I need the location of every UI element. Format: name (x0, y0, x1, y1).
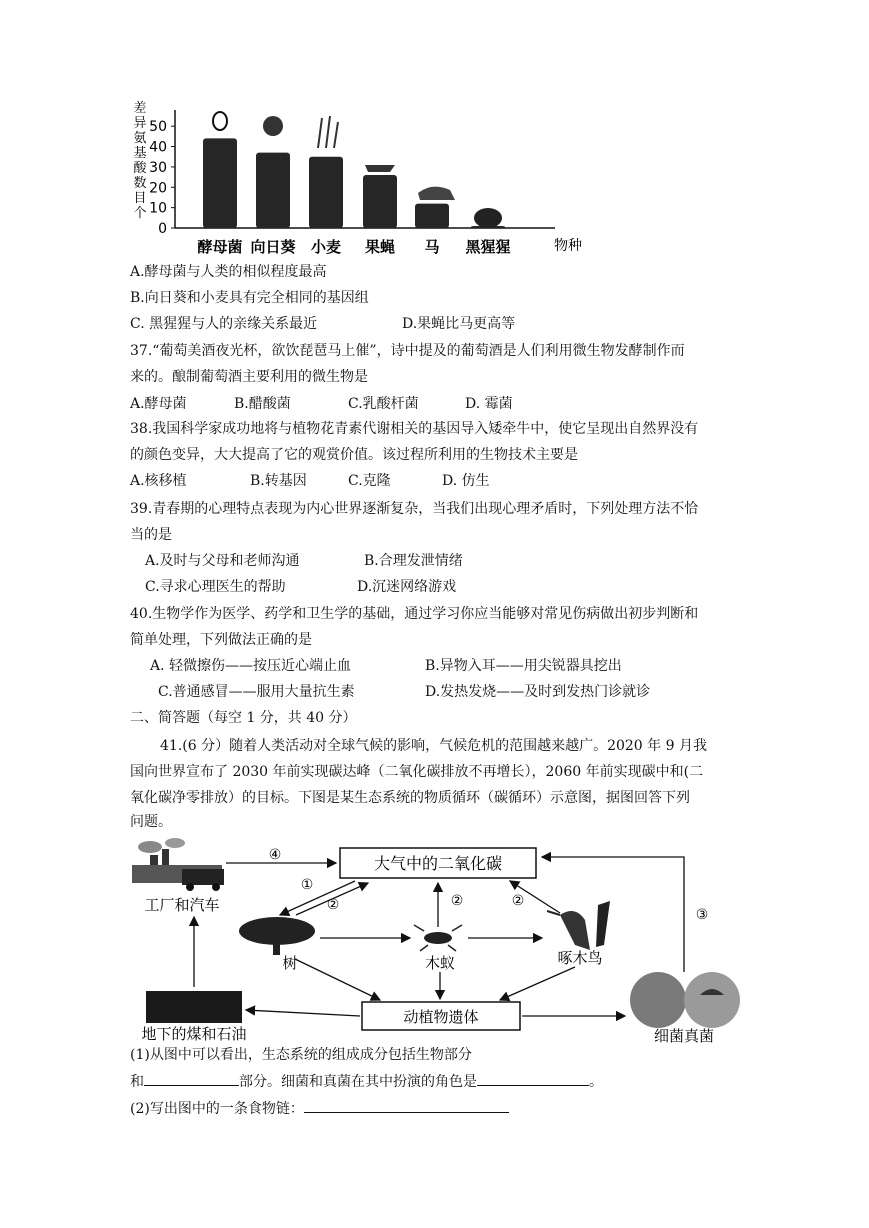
q36-option-d: D.果蝇比马更高等 (402, 316, 516, 332)
y-axis-label: 差异氨基酸数目个 (133, 101, 147, 221)
tree-label: 树 (282, 954, 298, 972)
q40-option-a: A. 轻微擦伤——按压近心端止血 (150, 658, 352, 674)
q37-option-a: A.酵母菌 (130, 396, 187, 412)
label-2-beetle: ② (450, 893, 464, 909)
fruitfly-icon (365, 165, 395, 172)
remains-label: 动植物遗体 (403, 1008, 479, 1026)
q39-stem-line1: 39.青春期的心理特点表现为内心世界逐渐复杂，当我们出现心理矛盾时，下列处理方法不恰 (130, 501, 699, 517)
sunflower-icon (263, 116, 283, 136)
amino-acid-bar-chart (0, 0, 869, 270)
label-1: ① (300, 877, 314, 893)
q41-stem-line1: 41.(6 分）随着人类活动对全球气候的影响，气候危机的范围越来越广。2020 年 9 月我 (160, 738, 707, 754)
label-4: ④ (268, 847, 282, 863)
q39-option-d: D.沉迷网络游戏 (357, 579, 457, 595)
q40-option-b: B.异物入耳——用尖锐器具挖出 (425, 658, 622, 674)
q41-sub2-label: (2)写出图中的一条食物链： (130, 1101, 304, 1117)
microbes-label: 细菌真菌 (653, 1027, 715, 1045)
x-axis-label: 物种 (554, 238, 582, 254)
q36-option-a: A.酵母菌与人类的相似程度最高 (130, 264, 327, 280)
q40-stem-line1: 40.生物学作为医学、药学和卫生学的基础，通过学习你应当能够对常见伤病做出初步判断和 (130, 606, 699, 622)
q41-sub1-middle: 部分。细菌和真菌在其中扮演的角色是 (239, 1074, 477, 1090)
beetle-label: 木蚁 (424, 954, 456, 972)
q41-sub1-line2 (130, 1071, 603, 1092)
bar-4 (415, 204, 449, 228)
q37-option-c: C.乳酸杆菌 (348, 396, 419, 412)
horse-icon (418, 187, 455, 200)
q41-sub2-line (130, 1098, 509, 1119)
y-tick-label: 40 (149, 139, 167, 156)
q40-option-c: C.普通感冒——服用大量抗生素 (158, 684, 355, 700)
category-label: 小麦 (310, 238, 342, 256)
q41-stem-line4: 问题。 (130, 814, 172, 830)
q39-option-a: A.及时与父母和老师沟通 (145, 553, 300, 569)
y-tick-label: 50 (149, 119, 167, 136)
q38-stem-line1: 38.我国科学家成功地将与植物花青素代谢相关的基因导入矮牵牛中，使它呈现出自然界没有 (130, 421, 699, 437)
q41-sub1-prefix: 和 (130, 1074, 144, 1090)
q41-sub1-end: 。 (589, 1074, 603, 1090)
woodpecker-icon (547, 901, 610, 950)
q37-stem-line1: 37.“葡萄美酒夜光杯，欲饮琵琶马上催”，诗中提及的葡萄酒是人们利用微生物发酵制作而 (130, 343, 685, 359)
label-2-bird: ② (511, 893, 525, 909)
y-tick-label: 0 (158, 221, 167, 237)
category-label: 果蝇 (364, 238, 396, 256)
bar-0 (203, 138, 237, 228)
y-tick-label: 30 (149, 159, 167, 176)
wheat-icon (318, 116, 338, 148)
q39-option-b: B.合理发泄情绪 (364, 553, 463, 569)
coal-oil-icon (146, 991, 242, 1023)
q41-sub1-line1: (1)从图中可以看出，生态系统的组成成分包括生物部分 (130, 1047, 472, 1063)
arrow-tree-to-remains (295, 959, 380, 1000)
answer-blank-role[interactable] (477, 1071, 589, 1086)
label-3: ③ (695, 907, 709, 923)
atmosphere-label: 大气中的二氧化碳 (373, 854, 503, 873)
factory-label: 工厂和汽车 (144, 896, 220, 914)
bar-3 (363, 175, 397, 228)
q40-stem-line2: 简单处理，下列做法正确的是 (130, 632, 312, 648)
arrow-bird-to-remains (500, 967, 575, 1000)
q38-stem-line2: 的颜色变异，大大提高了它的观赏价值。该过程所利用的生物技术主要是 (130, 447, 578, 463)
q38-option-d: D. 仿生 (442, 473, 490, 489)
category-label: 黑猩猩 (465, 238, 511, 256)
q41-stem-line2: 国向世界宣布了 2030 年前实现碳达峰（二氧化碳排放不再增长），2060 年前实现碳中和(二 (130, 764, 704, 780)
y-tick-label: 20 (149, 180, 167, 197)
answer-blank-abiotic[interactable] (144, 1071, 239, 1086)
q39-option-c: C.寻求心理医生的帮助 (145, 579, 286, 595)
arrow-remains-to-coal (246, 1010, 360, 1016)
label-2-tree: ② (326, 897, 340, 913)
answer-blank-food-chain[interactable] (304, 1098, 509, 1113)
woodpecker-label: 啄木鸟 (557, 949, 603, 967)
q37-option-b: B.醋酸菌 (234, 396, 291, 412)
tree-icon (239, 917, 315, 955)
beetle-icon (414, 925, 462, 951)
q38-option-c: C.克隆 (348, 473, 391, 489)
q37-stem-line2: 来的。酿制葡萄酒主要利用的微生物是 (130, 369, 368, 385)
bar-2 (309, 157, 343, 228)
category-label: 酵母菌 (197, 238, 243, 256)
carbon-cycle-diagram (0, 835, 869, 1045)
category-label: 马 (424, 238, 440, 256)
section2-heading: 二、简答题（每空 1 分，共 40 分） (130, 710, 357, 726)
q36-option-c: C. 黑猩猩与人的亲缘关系最近 (130, 316, 318, 332)
q41-stem-line3: 氧化碳净零排放）的目标。下图是某生态系统的物质循环（碳循环）示意图，据图回答下列 (130, 790, 690, 806)
q39-stem-line2: 当的是 (130, 527, 172, 543)
microbes-icon (630, 972, 740, 1028)
bar-1 (256, 153, 290, 228)
factory-icon (132, 838, 224, 891)
q38-option-b: B.转基因 (250, 473, 307, 489)
q40-option-d: D.发热发烧——及时到发热门诊就诊 (425, 684, 651, 700)
arrow-atmosphere-to-tree (280, 881, 355, 915)
q37-option-d: D. 霉菌 (465, 396, 513, 412)
category-label: 向日葵 (250, 238, 296, 256)
q36-option-b: B.向日葵和小麦具有完全相同的基因组 (130, 290, 369, 306)
y-tick-label: 10 (149, 200, 167, 217)
yeast-icon (213, 112, 227, 130)
chimp-icon (474, 208, 502, 228)
q38-option-a: A.核移植 (130, 473, 187, 489)
coal-oil-label: 地下的煤和石油 (141, 1025, 247, 1043)
